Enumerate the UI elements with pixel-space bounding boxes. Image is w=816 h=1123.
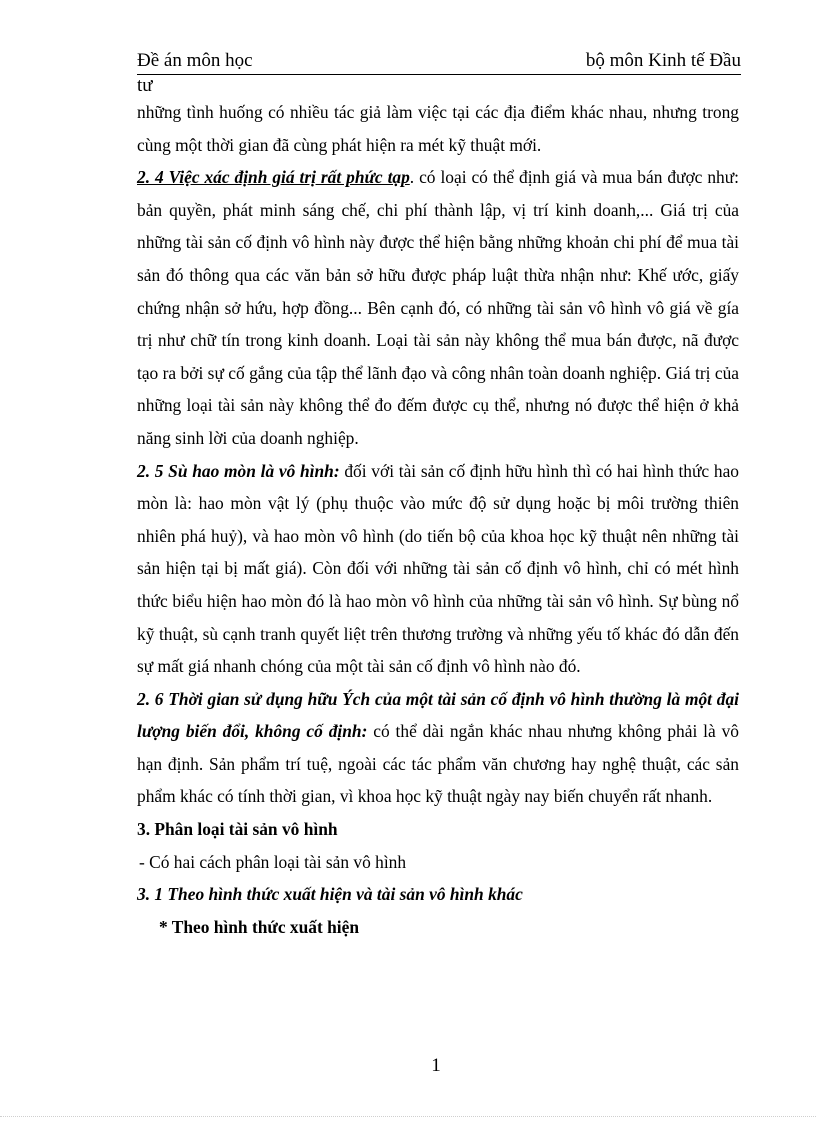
header-right-text: bộ môn Kinh tế Đầu: [585, 50, 741, 71]
paragraph-2-5: [137, 455, 739, 683]
section-heading-3: 3. Phân loại tài sản vô hình: [137, 819, 338, 840]
paragraph: những tình huống có nhiều tác giả làm việc tại các địa điểm khác nhau, nhưng trong cùng một thời gian đã cùng phát hiện ra mét kỹ thuật mới.: [137, 102, 739, 155]
header-wrap-text: tư: [137, 75, 153, 96]
section-heading-2-6: 2. 6 Thời gian sử dụng hữu Ých của một tài sản cố định vô hình thường là một đại lượng biến đổi, không cố định:: [137, 688, 739, 742]
section-heading-2-5: 2. 5 Sù hao mòn là vô hình:: [137, 460, 340, 481]
page-bottom-divider: [0, 1116, 816, 1117]
paragraph-text: đối với tài sản cố định hữu hình thì có hai hình thức hao mòn là: hao mòn vật lý (phụ thuộc vào mức độ sử dụng hoặc bị môi trường thiên nhiên phá huỷ), và hao mòn vô hình (do tiến bộ của khoa học kỹ thuật nên những tài sản hiện tại bị mất giá). Còn đối với những tài sản cố định vô hình, chỉ có mét hình thức biểu hiện hao mòn đó là hao mòn vô hình của những tài sản vô hình. Sự bùng nổ kỹ thuật, sù cạnh tranh quyết liệt trên thương trường và những yếu tố khác đó dẫn đến sự mất giá nhanh chóng của một tài sản cố định vô hình nào đó.: [137, 460, 739, 677]
paragraph-2-4: [137, 161, 739, 454]
header-left-text: Đề án môn học: [137, 50, 253, 71]
paragraph-2-6: [137, 683, 739, 813]
document-body: [137, 96, 739, 943]
paragraph-text: có thể dài ngắn khác nhau nhưng không phải là vô hạn định. Sản phẩm trí tuệ, ngoài các tác phẩm văn chương hay nghệ thuật, các sản phẩm khác có tính thời gian, vì khoa học kỹ thuật ngày nay biến chuyển rất nhanh.: [137, 721, 740, 807]
page-header: [137, 50, 741, 75]
paragraph-text: . có loại có thể định giá và mua bán được như: bản quyền, phát minh sáng chế, chi phí thành lập, vị trí kinh doanh,... Giá trị của những tài sản cố định vô hình này được thể hiện bằng những khoản chi phí để mua tài sản đó thông qua các văn bản sở hữu được pháp luật thừa nhận như: Khế ước, giấy chứng nhận sở hứu, hợp đồng... Bên cạnh đó, có những tài sản vô hình vô giá về gía trị như chữ tín trong kinh doanh. Loại tài sản này không thể mua bán được, nã được tạo ra bởi sự cố gắng của tập thể lãnh đạo và công nhân toàn doanh nghiệp. Giá trị của những loại tài sản này không thể đo đếm được cụ thể, nhưng nó được thể hiện ở khả năng sinh lời của doanh nghiệp.: [137, 167, 739, 448]
section-heading-3-1: 3. 1 Theo hình thức xuất hiện và tài sản vô hình khác: [137, 884, 523, 905]
section-heading-2-4: 2. 4 Việc xác định giá trị rất phức tạp: [137, 167, 410, 188]
page-number: 1: [431, 1055, 441, 1076]
subsection-heading: * Theo hình thức xuất hiện: [159, 916, 360, 937]
paragraph: - Có hai cách phân loại tài sản vô hình: [139, 851, 407, 872]
